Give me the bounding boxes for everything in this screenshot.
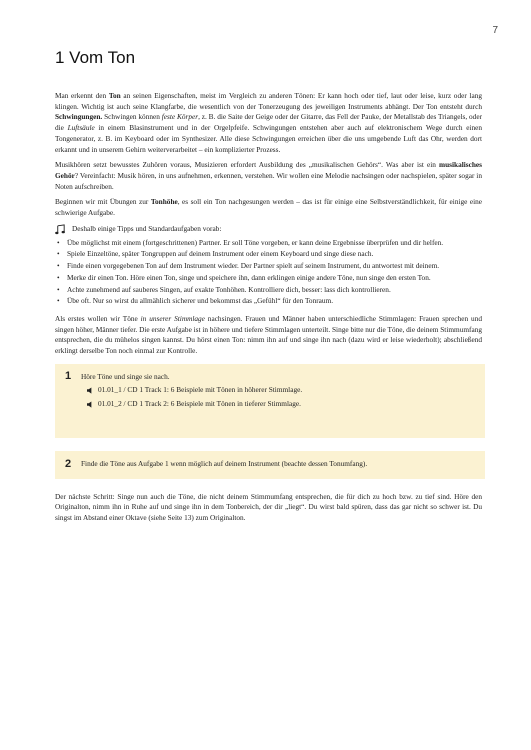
audio-track-label: 01.01_2 / CD 1 Track 2: 6 Beispiele mit Tönen in tieferer Stimmlage. <box>98 399 301 409</box>
page-number: 7 <box>492 25 498 36</box>
list-item: • Spiele Einzeltöne, später Tongruppen auf deinem Instrument oder einem Keyboard und singe diese nach. <box>57 249 374 259</box>
list-item: • Übe oft. Nur so wirst du allmählich sicherer und bekommst das „Gefühl“ für den Tonraum. <box>57 296 334 306</box>
audio-track-2[interactable] <box>87 399 485 410</box>
list-item: • Übe möglichst mit einem (fortgeschrittenen) Partner. Er soll Töne vorgeben, er kann deine Ergebnisse überprüfen und dir helfen. <box>57 237 444 247</box>
music-note-icon <box>55 224 66 235</box>
bold-term: Schwingungen. <box>55 112 103 122</box>
tips-list <box>55 238 482 307</box>
page-content <box>55 91 482 529</box>
chapter-title: 1 Vom Ton <box>55 48 136 67</box>
audio-track-1[interactable] <box>87 385 485 396</box>
task-number: 2 <box>64 458 72 471</box>
italic-term: Luftsäule <box>67 123 95 133</box>
bold-term: Ton <box>108 91 121 100</box>
list-item: • Finde einen vorgegebenen Ton auf dem Instrument wieder. Der Partner spielt auf seinem Instrument, du antwortest mit deinem. <box>57 261 440 271</box>
paragraph-musical-ear: Musikhören setzt bewusstes Zuhören voraus, Musizieren erfordert Ausbildung des „musikalischen Gehörs“. Was aber ist ein musikalisches Gehör? Vereinfacht: Musik hören, in uns aufnehmen, erkennen, verstehen. Wir wollen eine Melodie nachsingen oder nachspielen, später sogar in Noten aufschreiben. <box>55 160 482 191</box>
italic-term: feste Körper <box>161 112 199 122</box>
paragraph-pitch: Beginnen wir mit Übungen zur Tonhöhe, es soll ein Ton nachgesungen werden – das ist für einige eine Selbstverständlichkeit, für einige eine schwierige Aufgabe. <box>55 197 482 218</box>
task-box-1 <box>55 364 485 438</box>
list-item: • Achte zunehmend auf sauberes Singen, auf exakte Tonhöhen. Kontrolliere dich, besser: lass dich kontrollieren. <box>57 284 391 294</box>
speaker-icon <box>87 401 94 408</box>
list-item: • Merke dir einen Ton. Höre einen Ton, singe und speichere ihn, dann erklingen einige andere Töne, nun singe den ersten Ton. <box>57 272 431 282</box>
paragraph-next-step: Der nächste Schritt: Singe nun auch die Töne, die nicht deinem Stimmumfang entsprechen, die für dich zu hoch bzw. zu tief sind. Höre den Originalton, nimm ihn in Ruhe auf und singe ihn in dem Tonbereich, der dir „liegt“. Du wirst bald spüren, dass das gar nicht so schwer ist. Du singst im Abstand einer Oktave (siehe Seite 13) zum Originalton. <box>55 491 482 523</box>
task-text: Höre Töne und singe sie nach. <box>81 371 170 381</box>
tips-intro <box>55 224 482 235</box>
task-box-2 <box>55 451 485 479</box>
bold-term: Tonhöhe <box>150 197 178 207</box>
italic-term: in unserer Stimmlage <box>140 313 205 323</box>
paragraph-voice-range: Als erstes wollen wir Töne in unserer Stimmlage nachsingen. Frauen und Männer haben unterschiedliche Stimmlagen: Frauen sprechen und singen höher, Männer tiefer. Die erste Aufgabe ist in höhere und tiefere Stimmlagen unterteilt. Singe bitte nur die Töne, die deinem Stimmumfang entsprechen, die du mühelos singen kannst. Du hörst einen Ton: nimm ihn auf und singe ihn nach (dazu wird er leise wiederholt); abschließend erklingt derselbe Ton noch einmal zur Kontrolle. <box>55 313 482 356</box>
paragraph-intro: Man erkennt den Ton an seinen Eigenschaften, meist im Vergleich zu anderen Tönen: Er kann hoch oder tief, laut oder leise, kurz oder lang klingen. Wichtig ist auch seine Klangfarbe, die wesentlich von der Tonerzeugung des jeweiligen Instruments abhängt. Der Ton entsteht durch Schwingungen. Schwingen können feste Körper, z. B. die Saite der Geige oder der Gitarre, das Fell der Pauke, der Metallstab des Triangels, oder die Luftsäule in einem Blasinstrument und in der Orgelpfeife. Schwingungen entstehen aber auch auf elektronischem Wege durch einen Tongenerator, z. B. im Keyboard oder im Synthesizer. Alle diese Schwingungen erreichen über die uns umgebende Luft das Ohr, werden dort erkannt und in unserem Gehirn weiterverarbeitet – ein komplizierter Prozess. <box>55 91 482 154</box>
speaker-icon <box>87 387 94 394</box>
bold-term: musikalisches Gehör <box>55 160 482 180</box>
task-number: 1 <box>64 369 72 382</box>
task-text: Finde die Töne aus Aufgabe 1 wenn möglich auf deinem Instrument (beachte dessen Tonumfang). <box>81 459 368 469</box>
tips-intro-text: Deshalb einige Tipps und Standardaufgaben vorab: <box>72 223 222 233</box>
audio-track-label: 01.01_1 / CD 1 Track 1: 6 Beispiele mit Tönen in höherer Stimmlage. <box>98 385 303 395</box>
